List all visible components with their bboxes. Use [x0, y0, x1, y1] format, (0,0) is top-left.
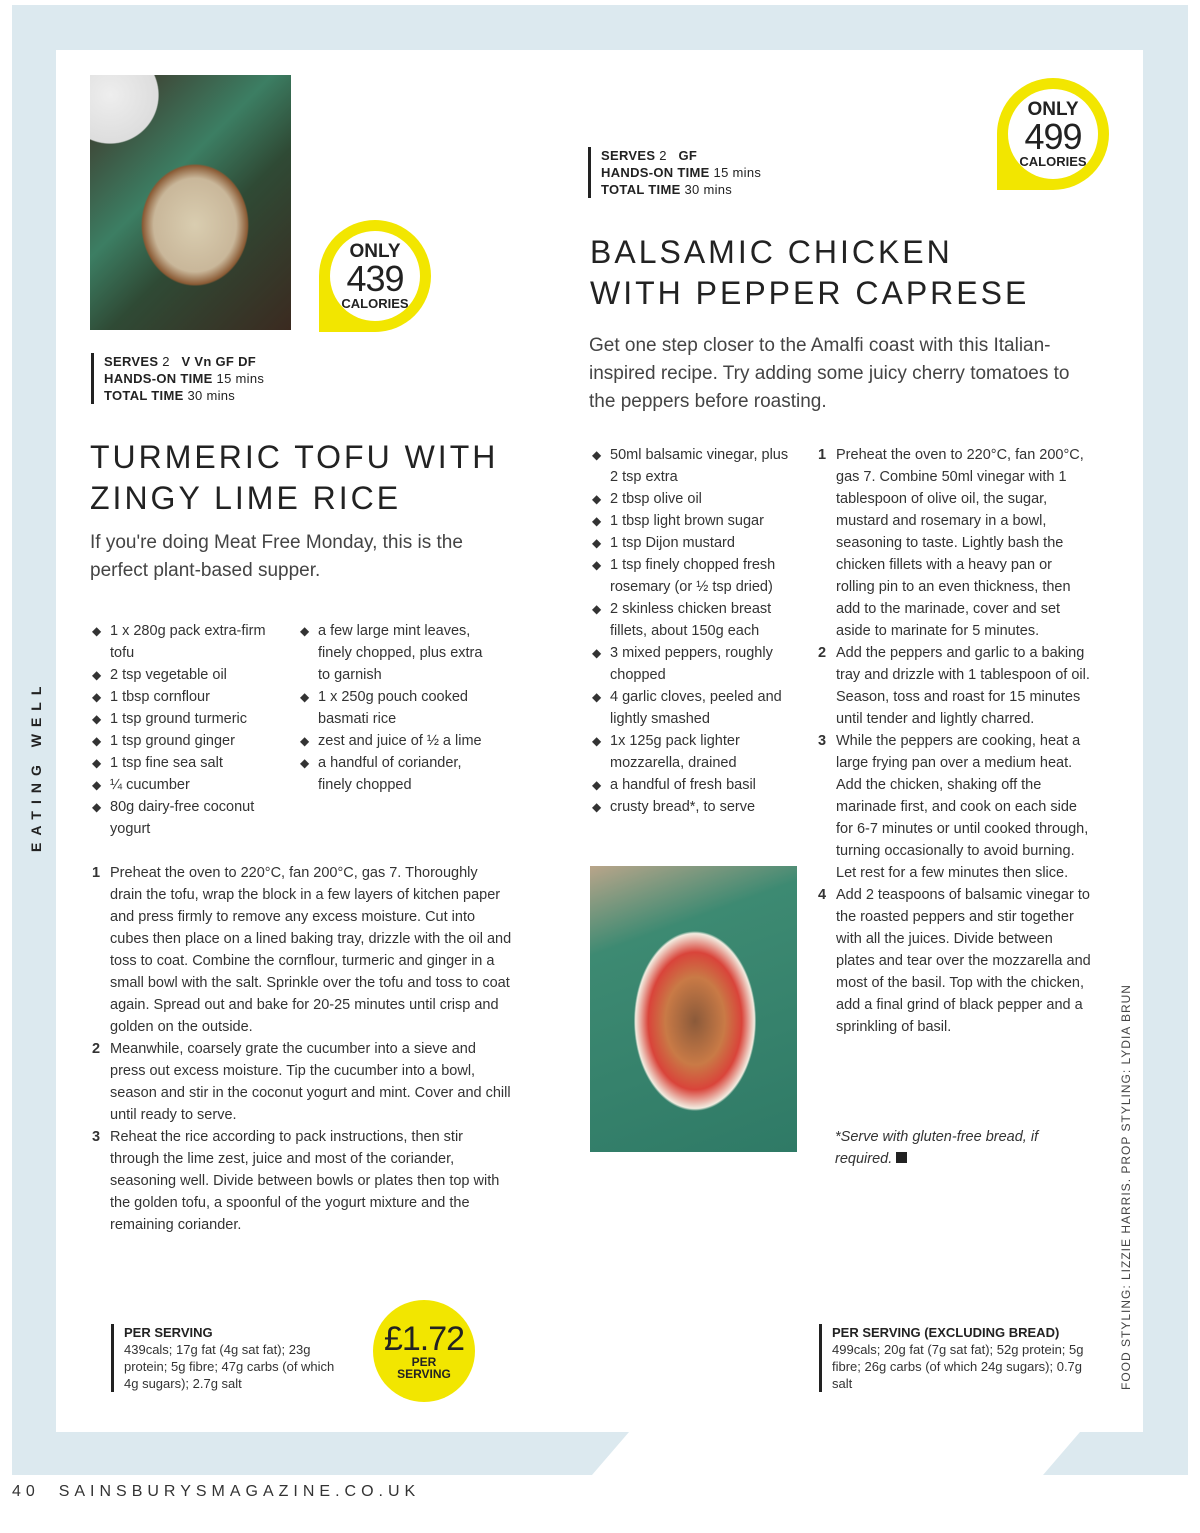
- step-text: Add 2 teaspoons of balsamic vinegar to the roasted peppers and stir together with all the juices. Divide between plates and tear over the mozzarella and most of the basil. Top with the chicken, add a final grind of black pepper and a sprinkling of basil.: [836, 887, 1091, 1035]
- site-url[interactable]: SAINSBURYSMAGAZINE.CO.UK: [58, 1483, 421, 1500]
- nutrition-info: [819, 1324, 1084, 1392]
- ingredient-item: [300, 620, 495, 686]
- nutrition-text: 439cals; 17g fat (4g sat fat); 23g protein; 5g fibre; 47g carbs (of which 4g sugars); 2.7g salt: [124, 1342, 335, 1391]
- ingredient-item: [92, 686, 282, 708]
- hands-on-label: HANDS-ON TIME: [104, 371, 213, 386]
- step-number: 4: [818, 887, 827, 903]
- photo-credits: FOOD STYLING: LIZZIE HARRIS. PROP STYLING: LYDIA BRUN: [1119, 984, 1133, 1390]
- title-line: BALSAMIC CHICKEN: [590, 234, 953, 270]
- ingredient-item: [592, 730, 797, 774]
- ingredient-text: 4 garlic cloves, peeled and lightly smashed: [610, 689, 782, 727]
- total-time-value: 30 mins: [684, 182, 733, 197]
- recipe-meta: [91, 353, 264, 404]
- ingredient-text: 1 tbsp light brown sugar: [610, 513, 764, 529]
- step-text: Preheat the oven to 220°C, fan 200°C, gas 7. Combine 50ml vinegar with 1 tablespoon of olive oil, the sugar, mustard and rosemary in a bowl, seasoning to taste. Lightly bash the chicken fillets with a heavy pan or rolling pin to an even thickness, then add to the marinade, cover and set aside to marinate for 5 minutes.: [836, 447, 1084, 639]
- ingredient-item: [592, 444, 797, 488]
- ingredient-text: 80g dairy-free coconut yogurt: [110, 799, 255, 837]
- ingredient-item: [300, 752, 495, 796]
- step-text: Preheat the oven to 220°C, fan 200°C, gas 7. Thoroughly drain the tofu, wrap the block in a few layers of kitchen paper and press firmly to remove any excess moisture. Cut into cubes then place on a lined baking tray, drizzle with the oil and toss to coat. Combine the cornflour, turmeric and ginger in a small bowl with the salt. Sprinkle over the tofu and toss to coat again. Spread out and bake for 20-25 minutes until crisp and golden on the outside.: [110, 865, 512, 1035]
- ingredients-list: [592, 444, 797, 818]
- ingredient-item: [592, 488, 797, 510]
- total-time-label: TOTAL TIME: [601, 182, 681, 197]
- ingredient-text: 2 tbsp olive oil: [610, 491, 702, 507]
- ingredient-item: [592, 510, 797, 532]
- ingredient-item: [92, 620, 282, 664]
- ingredients-list: [300, 620, 495, 796]
- price-label: PER SERVING: [397, 1355, 451, 1381]
- calories-badge: [997, 78, 1109, 190]
- recipe-title: [90, 437, 498, 519]
- method-list: [818, 444, 1093, 1038]
- ingredient-text: 1 tsp finely chopped fresh rosemary (or ½ tsp dried): [610, 557, 776, 595]
- step-number: 1: [92, 865, 101, 881]
- recipe-title: [590, 232, 1029, 314]
- badge-calories: 499: [1024, 116, 1082, 157]
- nutrition-info: [111, 1324, 336, 1392]
- ingredient-text: 1x 125g pack lighter mozzarella, drained: [610, 733, 740, 771]
- page-number: 40: [12, 1483, 40, 1500]
- recipe-intro: Get one step closer to the Amalfi coast with this Italian-inspired recipe. Try adding some juicy cherry tomatoes to the peppers before roasting.: [589, 335, 1070, 412]
- total-time-label: TOTAL TIME: [104, 388, 184, 403]
- badge-label: CALORIES: [341, 296, 409, 311]
- step-text: Reheat the rice according to pack instructions, then stir through the lime zest, juice and most of the coriander, seasoning well. Divide between bowls or plates then top with the golden tofu, a spoonful of the yogurt mixture and the remaining coriander.: [110, 1129, 500, 1233]
- ingredient-item: [592, 554, 797, 598]
- recipe-intro: If you're doing Meat Free Monday, this is the perfect plant-based supper.: [90, 532, 463, 581]
- method-step: [818, 730, 1093, 884]
- step-text: Add the peppers and garlic to a baking tray and drizzle with 1 tablespoon of oil. Season, toss and roast for 15 minutes until tender and lightly charred.: [836, 645, 1090, 727]
- method-step: [92, 1126, 512, 1236]
- ingredient-item: [592, 532, 797, 554]
- method-list: [92, 862, 512, 1236]
- nutrition-title: PER SERVING: [124, 1325, 213, 1340]
- ingredient-text: 1 tsp ground turmeric: [110, 711, 248, 727]
- price-value: £1.72: [383, 1320, 465, 1358]
- ingredient-item: [592, 642, 797, 686]
- ingredient-item: [592, 796, 797, 818]
- ingredient-text: a handful of fresh basil: [610, 777, 756, 793]
- method-step: [818, 642, 1093, 730]
- ingredient-text: 1 tsp Dijon mustard: [610, 535, 735, 551]
- ingredient-item: [300, 686, 495, 730]
- balsamic-chicken-photo: [590, 866, 797, 1152]
- total-time-value: 30 mins: [187, 388, 236, 403]
- badge-only: ONLY: [1027, 99, 1079, 120]
- step-number: 1: [818, 447, 827, 463]
- hands-on-value: 15 mins: [713, 165, 762, 180]
- footnote-text: *Serve with gluten-free bread, if required.: [835, 1129, 1039, 1167]
- diet-tags: GF: [678, 148, 698, 163]
- ingredient-text: 3 mixed peppers, roughly chopped: [610, 645, 773, 683]
- badge-label: CALORIES: [1019, 154, 1087, 169]
- ingredient-item: [92, 664, 282, 686]
- ingredient-item: [92, 752, 282, 774]
- method-step: [92, 1038, 512, 1126]
- calories-badge: [319, 220, 431, 332]
- ingredient-item: [92, 774, 282, 796]
- title-line: TURMERIC TOFU WITH: [90, 439, 499, 475]
- step-number: 2: [92, 1041, 101, 1057]
- ingredient-item: [592, 774, 797, 796]
- step-text: While the peppers are cooking, heat a large frying pan over a medium heat. Add the chicken, shaking off the marinade first, and cook on each side for 6-7 minutes or until cooked through, turning occasionally to avoid burning. Let rest for a few minutes then slice.: [836, 733, 1089, 881]
- page-footer: [12, 1483, 420, 1501]
- ingredient-item: [92, 708, 282, 730]
- recipe-meta: [588, 147, 761, 198]
- step-number: 2: [818, 645, 827, 661]
- ingredient-text: 1 x 250g pouch cooked basmati rice: [318, 689, 468, 727]
- ingredient-text: 1 tbsp cornflour: [110, 689, 210, 705]
- tofu-rice-photo: [90, 75, 291, 330]
- section-label: EATING WELL: [28, 679, 44, 852]
- hands-on-value: 15 mins: [216, 371, 265, 386]
- badge-only: ONLY: [349, 241, 401, 262]
- ingredient-text: a handful of coriander, finely chopped: [318, 755, 462, 793]
- serving-footnote: [835, 1126, 1075, 1170]
- ingredient-text: a few large mint leaves, finely chopped, plus extra to garnish: [318, 623, 483, 683]
- ingredient-text: 1 tsp fine sea salt: [110, 755, 223, 771]
- serves-label: SERVES: [104, 354, 159, 369]
- ingredient-text: zest and juice of ½ a lime: [318, 733, 482, 749]
- step-number: 3: [818, 733, 827, 749]
- method-step: [818, 884, 1093, 1038]
- ingredient-item: [592, 598, 797, 642]
- serves-value: 2: [162, 354, 170, 369]
- ingredient-text: ¼ cucumber: [110, 777, 190, 793]
- title-line: ZINGY LIME RICE: [90, 480, 402, 516]
- ingredients-list: [92, 620, 282, 840]
- serves-value: 2: [659, 148, 667, 163]
- title-line: WITH PEPPER CAPRESE: [590, 275, 1030, 311]
- ingredient-text: 1 x 280g pack extra-firm tofu: [110, 623, 266, 661]
- method-step: [92, 862, 512, 1038]
- serves-label: SERVES: [601, 148, 656, 163]
- ingredient-text: 2 skinless chicken breast fillets, about 150g each: [610, 601, 772, 639]
- ingredient-text: 50ml balsamic vinegar, plus 2 tsp extra: [610, 447, 789, 485]
- hands-on-label: HANDS-ON TIME: [601, 165, 710, 180]
- ingredient-text: crusty bread*, to serve: [610, 799, 756, 815]
- badge-calories: 439: [346, 258, 404, 299]
- nutrition-title: PER SERVING (EXCLUDING BREAD): [832, 1325, 1060, 1340]
- method-step: [818, 444, 1093, 642]
- ingredient-item: [92, 730, 282, 752]
- ingredient-text: 2 tsp vegetable oil: [110, 667, 227, 683]
- ingredient-item: [300, 730, 495, 752]
- ingredient-item: [92, 796, 282, 840]
- step-number: 3: [92, 1129, 101, 1145]
- diet-tags: V Vn GF DF: [181, 354, 257, 369]
- ingredient-text: 1 tsp ground ginger: [110, 733, 235, 749]
- nutrition-text: 499cals; 20g fat (7g sat fat); 52g protein; 5g fibre; 26g carbs (of which 24g sugars); 0.7g salt: [832, 1342, 1084, 1391]
- end-mark-icon: [896, 1152, 907, 1163]
- step-text: Meanwhile, coarsely grate the cucumber into a sieve and press out excess moisture. Tip the cucumber into a bowl, season and stir in the coconut yogurt and mint. Cover and chill until ready to serve.: [110, 1041, 511, 1123]
- ingredient-item: [592, 686, 797, 730]
- price-badge: [373, 1300, 475, 1402]
